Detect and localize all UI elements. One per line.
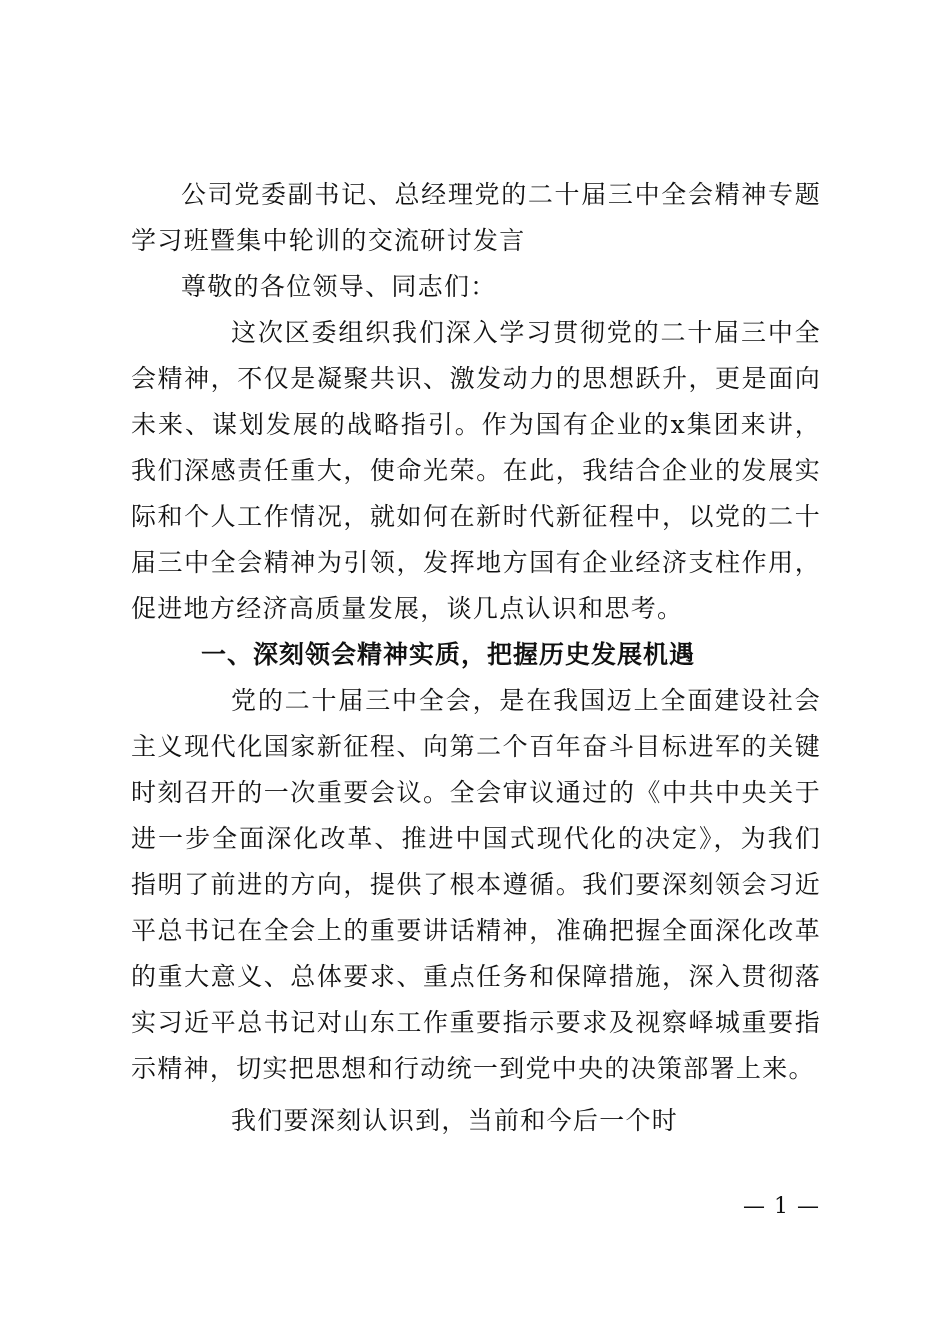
page-number: — 1 — bbox=[743, 1194, 820, 1219]
salutation: 尊敬的各位领导、同志们： bbox=[181, 272, 497, 301]
paragraph-section-1: 党的二十届三中全会，是在我国迈上全面建设社会主义现代化国家新征程、向第二个百年奋斗目标进军的关键时刻召开的一次重要会议。全会审议通过的《中共中央关于进一步全面深化改革、推进中国式现代化的决定》，为我们指明了前进的方向，提供了根本遵循。我们要深刻领会习近平总书记在全会上的重要讲话精神，准确把握全面深化改革的重大意义、总体要求、重点任务和保障措施，深入贯彻落实习近平总书记对山东工作重要指示要求及视察峄城重要指示精神，切实把思想和行动统一到党中央的决策部署上来。 bbox=[131, 686, 821, 1083]
document-title: 公司党委副书记、总经理党的二十届三中全会精神专题学习班暨集中轮训的交流研讨发言 bbox=[131, 180, 821, 255]
paragraph-intro: 这次区委组织我们深入学习贯彻党的二十届三中全会精神，不仅是凝聚共识、激发动力的思想跃升，更是面向未来、谋划发展的战略指引。作为国有企业的x集团来讲，我们深感责任重大，使命光荣。在此，我结合企业的发展实际和个人工作情况，就如何在新时代新征程中，以党的二十届三中全会精神为引领，发挥地方国有企业经济支柱作用，促进地方经济高质量发展，谈几点认识和思考。 bbox=[131, 318, 821, 623]
paragraph-section-1-continued: 我们要深刻认识到，当前和今后一个时 bbox=[231, 1106, 679, 1135]
section-heading-1: 一、深刻领会精神实质，把握历史发展机遇 bbox=[201, 640, 696, 669]
